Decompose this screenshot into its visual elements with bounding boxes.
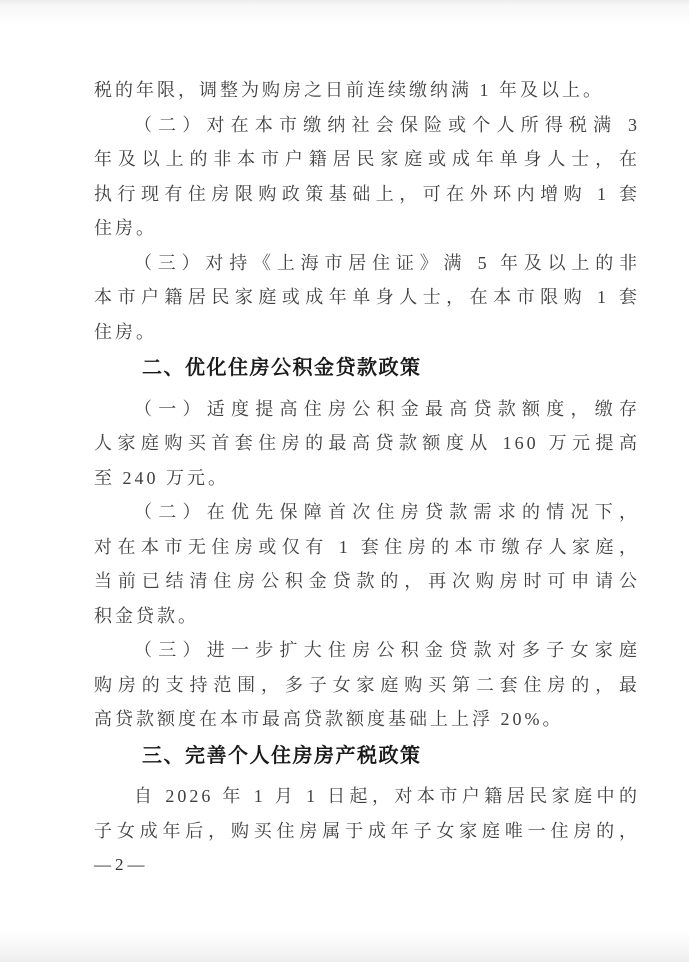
text-line: 年及以上的非本市户籍居民家庭或成年单身人士，在 [94,149,640,169]
text-line: 购房的支持范围，多子女家庭购买第二套住房的，最 [94,674,640,695]
text-line: 住房。 [94,218,157,238]
text-line: 对在本市无住房或仅有 1 套住房的本市缴存人家庭， [94,536,640,557]
text-line: 税的年限，调整为购房之日前连续缴纳满 1 年及以上。 [94,80,604,100]
text-line: 至 240 万元。 [94,467,229,488]
text-line: 子女成年后，购买住房属于成年子女家庭唯一住房的， [94,820,640,841]
text-line: 自 2026 年 1 月 1 日起，对本市户籍居民家庭中的 [134,786,640,806]
section-heading: 三、完善个人住房房产税政策 [142,744,422,767]
text-line: 当前已结清住房公积金贷款的，再次购房时可申请公 [94,571,640,591]
text-line: （二）在优先保障首次住房贷款需求的情况下， [134,502,640,522]
text-line: 住房。 [94,321,157,342]
document-body [94,73,640,848]
text-line: 积金贷款。 [94,605,199,626]
text-line: （一）适度提高住房公积金最高贷款额度，缴存 [134,398,640,419]
page-number: —2— [94,855,149,874]
text-line: 执行现有住房限购政策基础上，可在外环内增购 1 套 [94,183,640,204]
text-line: 本市户籍居民家庭或成年单身人士，在本市限购 1 套 [94,287,640,307]
text-line: （三）进一步扩大住房公积金贷款对多子女家庭 [134,640,640,660]
text-line: （二）对在本市缴纳社会保险或个人所得税满 3 [134,114,640,135]
section-heading: 二、优化住房公积金贷款政策 [142,357,422,379]
text-line: 高贷款额度在本市最高贷款额度基础上上浮 20%。 [94,709,564,729]
text-line: 人家庭购买首套住房的最高贷款额度从 160 万元提高 [94,433,640,453]
text-line: （三）对持《上海市居住证》满 5 年及以上的非 [134,252,640,273]
